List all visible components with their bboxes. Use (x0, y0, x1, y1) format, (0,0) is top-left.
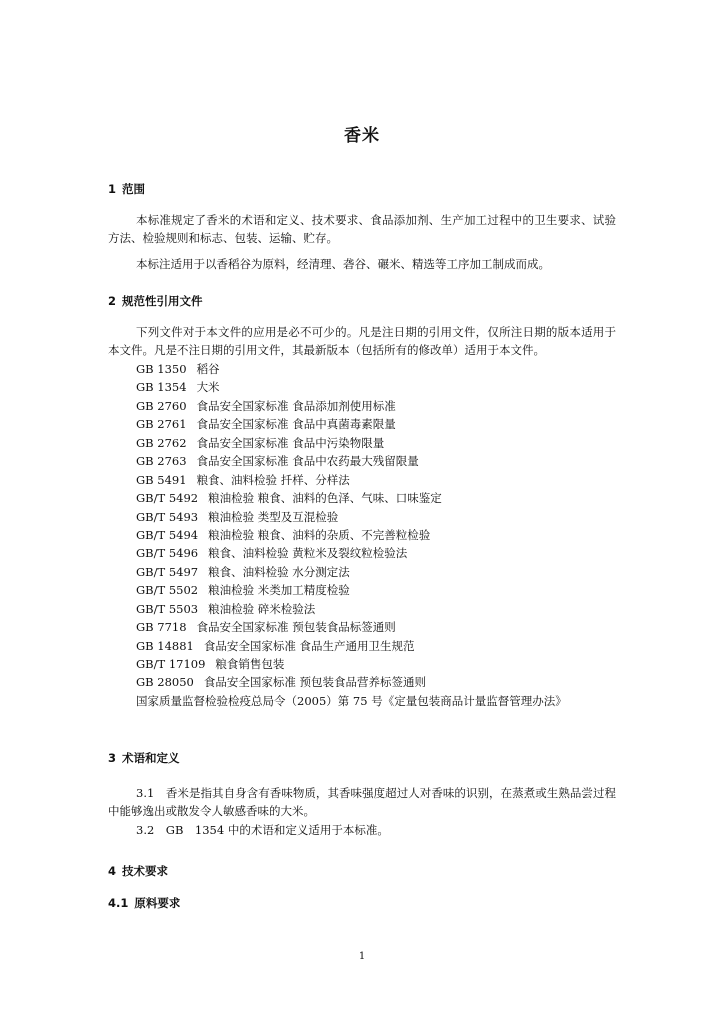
section-3-heading (108, 750, 180, 766)
section-number: 1 (108, 182, 117, 196)
section-title: 技术要求 (122, 864, 169, 878)
reference-item (136, 360, 567, 378)
reference-name: 粮油检验 粮食、油料的杂质、不完善粒检验 (208, 527, 431, 542)
reference-item (136, 563, 567, 581)
reference-item (136, 673, 567, 691)
section-2-heading (108, 293, 203, 309)
reference-item (136, 434, 567, 452)
reference-code: GB 14881 (136, 638, 194, 653)
section-1-heading (108, 181, 145, 197)
reference-name: 粮食、油料检验 黄粒米及裂纹粒检验法 (208, 546, 408, 561)
document-title: 香米 (344, 126, 380, 146)
reference-item (136, 415, 567, 433)
reference-code: GB 2762 (136, 435, 187, 450)
section-1-paragraph: 本标注适用于以香稻谷为原料，经清理、砻谷、碾米、精选等工序加工制成而成。 (136, 257, 550, 271)
reference-name: 食品安全国家标准 预包装食品标签通则 (196, 620, 396, 635)
reference-code: GB 7718 (136, 620, 187, 635)
reference-name: 稻谷 (196, 362, 220, 376)
reference-item (136, 581, 567, 599)
reference-name: 大米 (196, 380, 220, 395)
reference-code: GB 2761 (136, 417, 187, 432)
reference-code: GB/T 5493 (136, 509, 199, 524)
reference-name: 粮食、油料检验 扦样、分样法 (196, 472, 350, 487)
reference-name: 粮油检验 碎米检验法 (208, 601, 316, 616)
reference-name: 食品安全国家标准 食品中农药最大残留限量 (196, 454, 419, 469)
reference-item (136, 378, 567, 396)
reference-name: 食品安全国家标准 食品添加剂使用标准 (196, 398, 396, 413)
reference-name: 食品安全国家标准 食品生产通用卫生规范 (203, 638, 415, 653)
reference-code: GB 28050 (136, 675, 194, 690)
reference-code: GB/T 5503 (136, 601, 199, 616)
reference-code: GB/T 5496 (136, 546, 199, 561)
section-number: 3 (108, 751, 117, 765)
reference-code: GB/T 5494 (136, 527, 199, 542)
section-title: 原料要求 (134, 896, 181, 910)
reference-name: 粮油检验 类型及互混检验 (208, 509, 339, 524)
section-1-paragraph: 本标准规定了香米的术语和定义、技术要求、食品添加剂、生产加工过程中的卫生要求、试验方法、检验规则和标志、包装、运输、贮存。 (108, 213, 616, 245)
reference-name: 粮食销售包装 (215, 657, 285, 671)
reference-item (136, 489, 567, 507)
reference-item (136, 637, 567, 655)
section-2-intro: 下列文件对于本文件的应用是必不可少的。凡是注日期的引用文件，仅所注日期的版本适用于本文件。凡是不注日期的引用文件，其最新版本（包括所有的修改单）适用于本文件。 (108, 325, 616, 357)
reference-item (136, 692, 567, 710)
section-number: 2 (108, 294, 117, 308)
section-title: 术语和定义 (122, 751, 180, 765)
section-4-1-heading (108, 895, 180, 911)
reference-code: GB 1350 (136, 362, 187, 376)
reference-item (136, 600, 567, 618)
reference-code: GB/T 5497 (136, 564, 199, 579)
section-4-heading (108, 863, 168, 879)
reference-item (136, 618, 567, 636)
reference-item (136, 471, 567, 489)
reference-code: GB 2763 (136, 454, 187, 469)
section-title: 规范性引用文件 (122, 294, 203, 308)
reference-name: 粮油检验 粮食、油料的色泽、气味、口味鉴定 (208, 491, 442, 506)
reference-item (136, 508, 567, 526)
section-title: 范围 (122, 182, 146, 196)
reference-list (136, 360, 567, 710)
reference-name: 食品安全国家标准 食品中真菌毒素限量 (196, 417, 396, 432)
reference-name: 粮油检验 米类加工精度检验 (208, 583, 350, 598)
page-number: 1 (358, 951, 366, 962)
reference-item (136, 397, 567, 415)
reference-code: GB/T 5502 (136, 583, 199, 598)
reference-code: GB 2760 (136, 398, 187, 413)
reference-name: 国家质量监督检验检疫总局令（2005）第 75 号《定量包装商品计量监督管理办法》 (136, 693, 567, 708)
section-number: 4 (108, 864, 117, 878)
section-number: 4.1 (108, 896, 129, 910)
clause-3-2: 3.2 GB 1354 中的术语和定义适用于本标准。 (136, 823, 389, 837)
reference-code: GB/T 5492 (136, 491, 199, 506)
reference-code: GB 1354 (136, 380, 187, 395)
reference-item (136, 544, 567, 562)
reference-item (136, 526, 567, 544)
reference-item (136, 655, 567, 673)
reference-item (136, 452, 567, 470)
reference-name: 食品安全国家标准 食品中污染物限量 (196, 435, 385, 450)
clause-3-1: 3.1 香米是指其自身含有香味物质，其香味强度超过人对香味的识别，在蒸煮或生熟品尝过程中能够逸出或散发令人敏感香味的大米。 (108, 786, 616, 818)
reference-name: 食品安全国家标准 预包装食品营养标签通则 (203, 675, 427, 690)
reference-code: GB 5491 (136, 472, 187, 487)
reference-code: GB/T 17109 (136, 657, 206, 671)
reference-name: 粮食、油料检验 水分测定法 (208, 564, 350, 579)
